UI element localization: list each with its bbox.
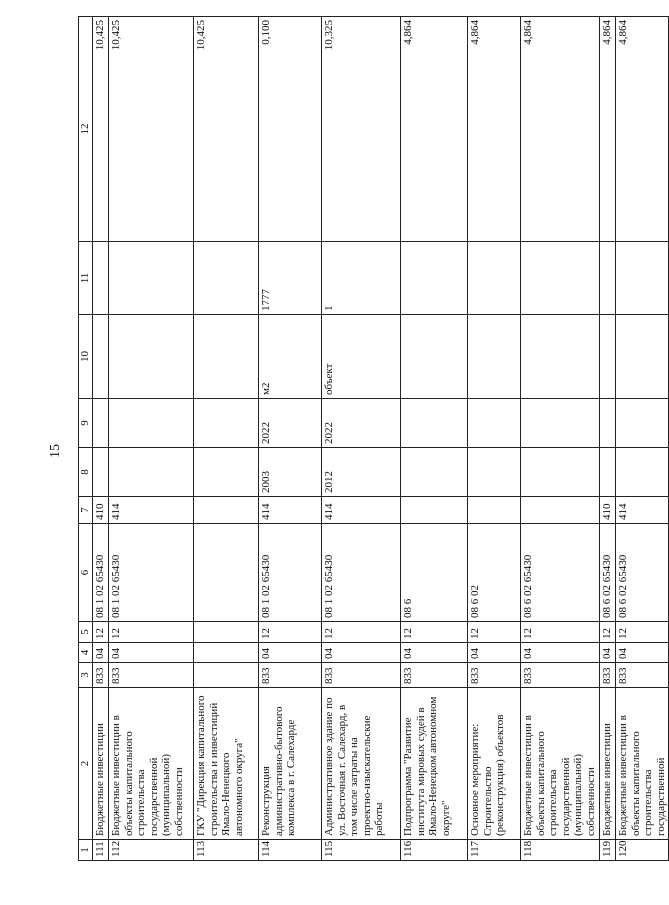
table-cell: 10,425 — [194, 17, 259, 242]
table-cell: 12 — [401, 622, 468, 643]
table-cell: 833 — [93, 663, 109, 688]
table-cell: 833 — [468, 663, 521, 688]
table-cell: 4,864 — [401, 17, 468, 242]
table-cell — [600, 242, 616, 315]
table-cell: 10,325 — [322, 17, 401, 242]
table-cell: Административное здание по ул. Восточная г. Салехард, в том числе затраты на проектно-изыскательские работы — [322, 688, 401, 840]
table-cell: ГКУ "Дирекция капитального строительства и инвестиций Ямало-Ненецкого автономного округа" — [194, 688, 259, 840]
table-cell — [468, 497, 521, 524]
table-cell: 4,864 — [468, 17, 521, 242]
table-cell: 12 — [468, 622, 521, 643]
table-header-row — [79, 17, 93, 861]
column-header: 8 — [79, 448, 93, 497]
column-header: 7 — [79, 497, 93, 524]
table-rotation-wrapper — [78, 17, 667, 861]
table-cell: 111 — [93, 840, 109, 861]
table-cell — [468, 315, 521, 399]
table-cell: 08 6 — [401, 524, 468, 622]
table-cell: 10,425 — [109, 17, 194, 242]
table-cell: 2012 — [322, 448, 401, 497]
table-cell: 4,864 — [616, 17, 669, 242]
table-cell: 119 — [600, 840, 616, 861]
table-cell: 12 — [616, 622, 669, 643]
table-cell: 12 — [600, 622, 616, 643]
table-cell: 414 — [322, 497, 401, 524]
table-row — [109, 17, 194, 861]
table-cell — [194, 242, 259, 315]
table-cell — [194, 643, 259, 663]
table-cell — [194, 315, 259, 399]
column-header: 12 — [79, 17, 93, 242]
table-cell: 116 — [401, 840, 468, 861]
table-cell — [521, 315, 600, 399]
column-header: 2 — [79, 688, 93, 840]
table-cell: 04 — [109, 643, 194, 663]
table-cell — [109, 399, 194, 448]
table-cell — [468, 399, 521, 448]
table-cell: 115 — [322, 840, 401, 861]
table-cell — [93, 315, 109, 399]
table-row — [322, 17, 401, 861]
table-cell — [194, 622, 259, 643]
table-cell: 2022 — [322, 399, 401, 448]
table-cell — [194, 399, 259, 448]
column-header: 11 — [79, 242, 93, 315]
table-cell — [616, 448, 669, 497]
table-cell — [401, 497, 468, 524]
table-cell — [521, 497, 600, 524]
rotated-table-sheet — [78, 17, 667, 861]
table-cell — [109, 448, 194, 497]
table-cell: 08 1 02 65430 — [259, 524, 322, 622]
table-cell: 4,864 — [600, 17, 616, 242]
table-cell: 4,864 — [521, 17, 600, 242]
budget-table — [78, 16, 669, 861]
table-cell — [600, 315, 616, 399]
column-header: 4 — [79, 643, 93, 663]
table-cell: 08 1 02 65430 — [322, 524, 401, 622]
table-cell: 410 — [93, 497, 109, 524]
table-cell — [616, 399, 669, 448]
table-cell: 410 — [600, 497, 616, 524]
table-cell — [93, 448, 109, 497]
table-cell: 833 — [616, 663, 669, 688]
table-cell: Бюджетные инвестиции — [93, 688, 109, 840]
table-cell — [521, 399, 600, 448]
table-cell: 12 — [521, 622, 600, 643]
table-cell: 12 — [259, 622, 322, 643]
table-cell: 833 — [401, 663, 468, 688]
table-cell: 2003 — [259, 448, 322, 497]
table-cell: 2022 — [259, 399, 322, 448]
table-cell — [600, 399, 616, 448]
table-cell — [616, 242, 669, 315]
table-cell — [401, 448, 468, 497]
table-cell: 10,425 — [93, 17, 109, 242]
table-cell — [194, 448, 259, 497]
table-cell — [93, 399, 109, 448]
table-row — [259, 17, 322, 861]
table-cell — [194, 663, 259, 688]
table-cell: 12 — [322, 622, 401, 643]
table-cell: 04 — [521, 643, 600, 663]
table-cell: 08 6 02 65430 — [616, 524, 669, 622]
table-cell: Бюджетные инвестиции в объекты капитального строительства государственной (муниципальной) собственности — [521, 688, 600, 840]
table-cell: 12 — [93, 622, 109, 643]
table-cell: 414 — [109, 497, 194, 524]
table-cell: 04 — [322, 643, 401, 663]
table-cell: 414 — [259, 497, 322, 524]
column-header: 3 — [79, 663, 93, 688]
table-cell: Подпрограмма "Развитие института мировых судей в Ямало-Ненецком автономном округе" — [401, 688, 468, 840]
table-cell — [93, 242, 109, 315]
table-cell: 833 — [322, 663, 401, 688]
table-cell: 04 — [259, 643, 322, 663]
table-cell: Основное мероприятие: Строительство (реконструкция) объектов — [468, 688, 521, 840]
table-cell: 114 — [259, 840, 322, 861]
table-row — [194, 17, 259, 861]
table-body — [79, 17, 669, 861]
column-header: 6 — [79, 524, 93, 622]
table-cell: 113 — [194, 840, 259, 861]
table-cell: 12 — [109, 622, 194, 643]
page-number: 15 — [48, 444, 63, 458]
table-cell: Бюджетные инвестиции в объекты капитального строительства государственной — [616, 688, 669, 840]
table-cell: 112 — [109, 840, 194, 861]
table-cell: 08 6 02 — [468, 524, 521, 622]
column-header: 5 — [79, 622, 93, 643]
table-cell: 04 — [93, 643, 109, 663]
column-header: 10 — [79, 315, 93, 399]
table-row — [600, 17, 616, 861]
table-cell: 08 1 02 65430 — [109, 524, 194, 622]
table-cell: 833 — [521, 663, 600, 688]
table-cell — [401, 315, 468, 399]
table-cell: 833 — [259, 663, 322, 688]
table-cell: 1 — [322, 242, 401, 315]
table-cell: 04 — [616, 643, 669, 663]
table-cell: 08 1 02 65430 — [93, 524, 109, 622]
table-cell: 117 — [468, 840, 521, 861]
table-cell: 04 — [401, 643, 468, 663]
table-cell — [600, 448, 616, 497]
table-cell — [109, 242, 194, 315]
table-cell: Реконструкция административно-бытового комплекса в г. Салехарде — [259, 688, 322, 840]
table-cell: 414 — [616, 497, 669, 524]
table-row — [401, 17, 468, 861]
table-cell — [468, 242, 521, 315]
table-cell — [194, 497, 259, 524]
table-cell — [109, 315, 194, 399]
table-cell — [468, 448, 521, 497]
table-cell: 120 — [616, 840, 669, 861]
table-cell: 08 6 02 65430 — [521, 524, 600, 622]
table-cell: 1777 — [259, 242, 322, 315]
table-cell: объект — [322, 315, 401, 399]
table-row — [616, 17, 669, 861]
table-cell: Бюджетные инвестиции в объекты капитального строительства государственной (муниципальной) собственности — [109, 688, 194, 840]
table-cell — [616, 315, 669, 399]
table-cell — [521, 448, 600, 497]
column-header: 9 — [79, 399, 93, 448]
table-cell: 833 — [600, 663, 616, 688]
table-row — [468, 17, 521, 861]
table-cell — [194, 524, 259, 622]
table-cell: 833 — [109, 663, 194, 688]
table-cell — [401, 399, 468, 448]
table-cell — [521, 242, 600, 315]
table-cell — [401, 242, 468, 315]
table-cell: 08 6 02 65430 — [600, 524, 616, 622]
table-cell: 118 — [521, 840, 600, 861]
table-cell: 0,100 — [259, 17, 322, 242]
table-row — [93, 17, 109, 861]
table-cell: 04 — [468, 643, 521, 663]
table-cell: 04 — [600, 643, 616, 663]
column-header: 1 — [79, 840, 93, 861]
table-cell: Бюджетные инвестиции — [600, 688, 616, 840]
table-cell: м2 — [259, 315, 322, 399]
table-row — [521, 17, 600, 861]
